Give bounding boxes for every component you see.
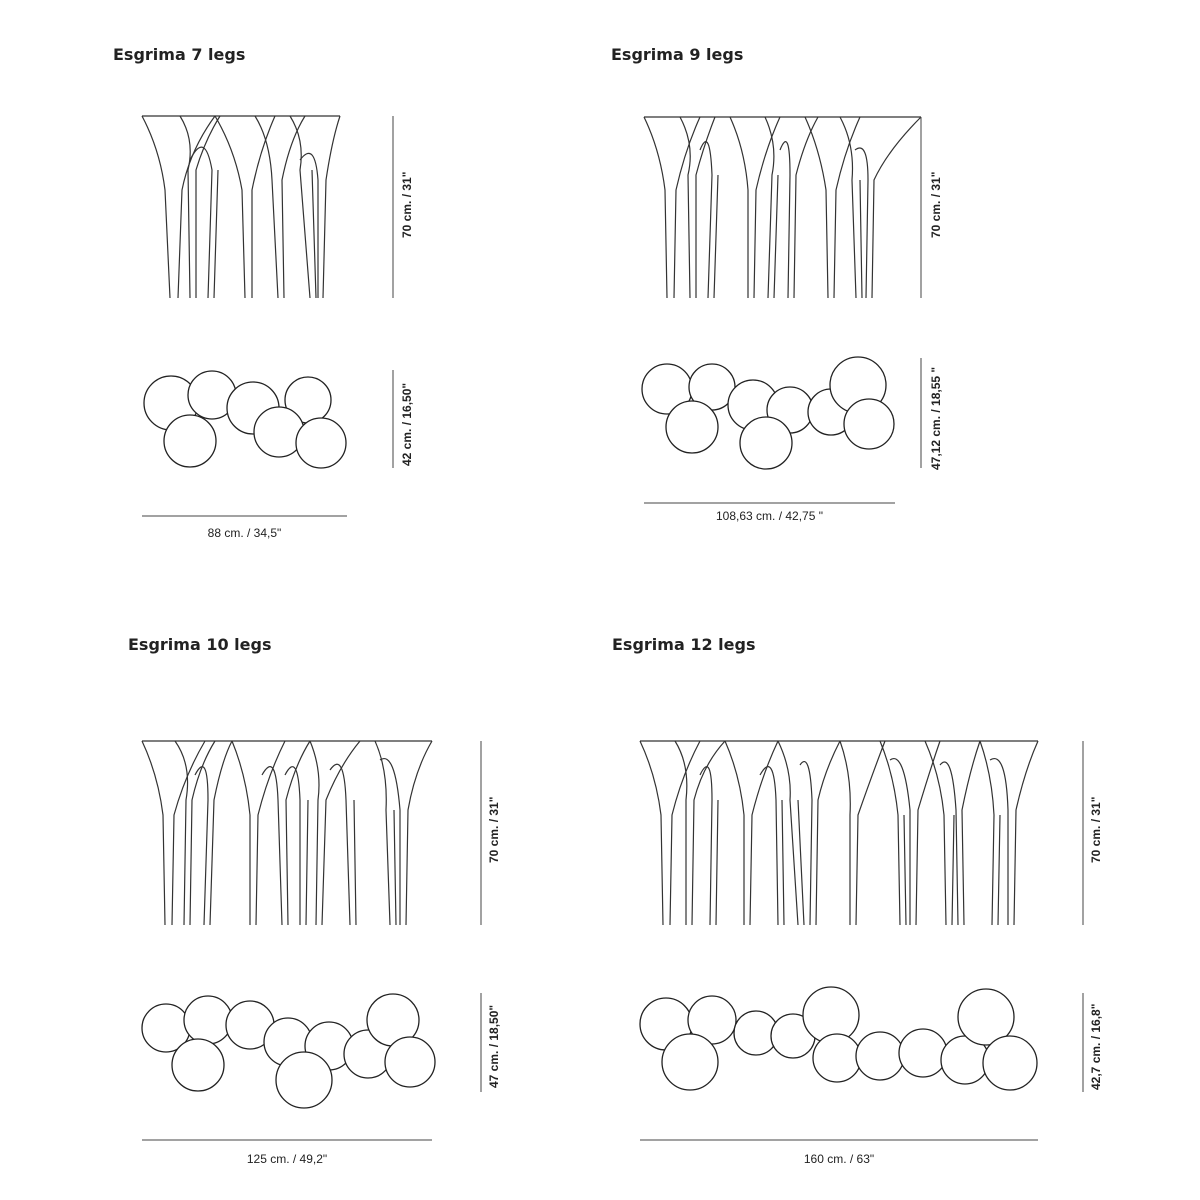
- width-label: 108,63 cm. / 42,75 ": [716, 509, 823, 523]
- width-label: 125 cm. / 49,2": [246, 1152, 328, 1166]
- table-elevation: [644, 117, 921, 298]
- height-label: 70 cm. / 31": [487, 796, 501, 863]
- depth-label: 42,7 cm. / 16,8": [1089, 1003, 1103, 1090]
- panel-title: Esgrima 7 legs: [113, 45, 246, 64]
- panel-esgrima-9: [500, 0, 1100, 600]
- panel-esgrima-12: [500, 600, 1103, 1200]
- table-elevation: [142, 116, 340, 298]
- panel-title: Esgrima 12 legs: [612, 635, 756, 654]
- height-label: 70 cm. / 31": [400, 171, 414, 238]
- table-elevation: [640, 741, 1038, 925]
- width-label: 160 cm. / 63": [803, 1152, 875, 1166]
- table-elevation: [142, 741, 432, 925]
- depth-label: 47,12 cm. / 18,55 ": [929, 366, 943, 470]
- table-plan: [142, 994, 435, 1108]
- table-plan: [642, 357, 894, 469]
- height-label: 70 cm. / 31": [1089, 796, 1103, 863]
- table-plan: [640, 987, 1037, 1090]
- elevation-drawing: [500, 600, 1200, 1200]
- width-label: 88 cm. / 34,5": [207, 526, 282, 540]
- depth-label: 42 cm. / 16,50": [400, 382, 414, 466]
- height-label: 70 cm. / 31": [929, 171, 943, 238]
- panel-title: Esgrima 10 legs: [128, 635, 272, 654]
- depth-label: 47 cm. / 18,50": [487, 1004, 501, 1088]
- table-plan: [144, 371, 346, 468]
- panel-title: Esgrima 9 legs: [611, 45, 744, 64]
